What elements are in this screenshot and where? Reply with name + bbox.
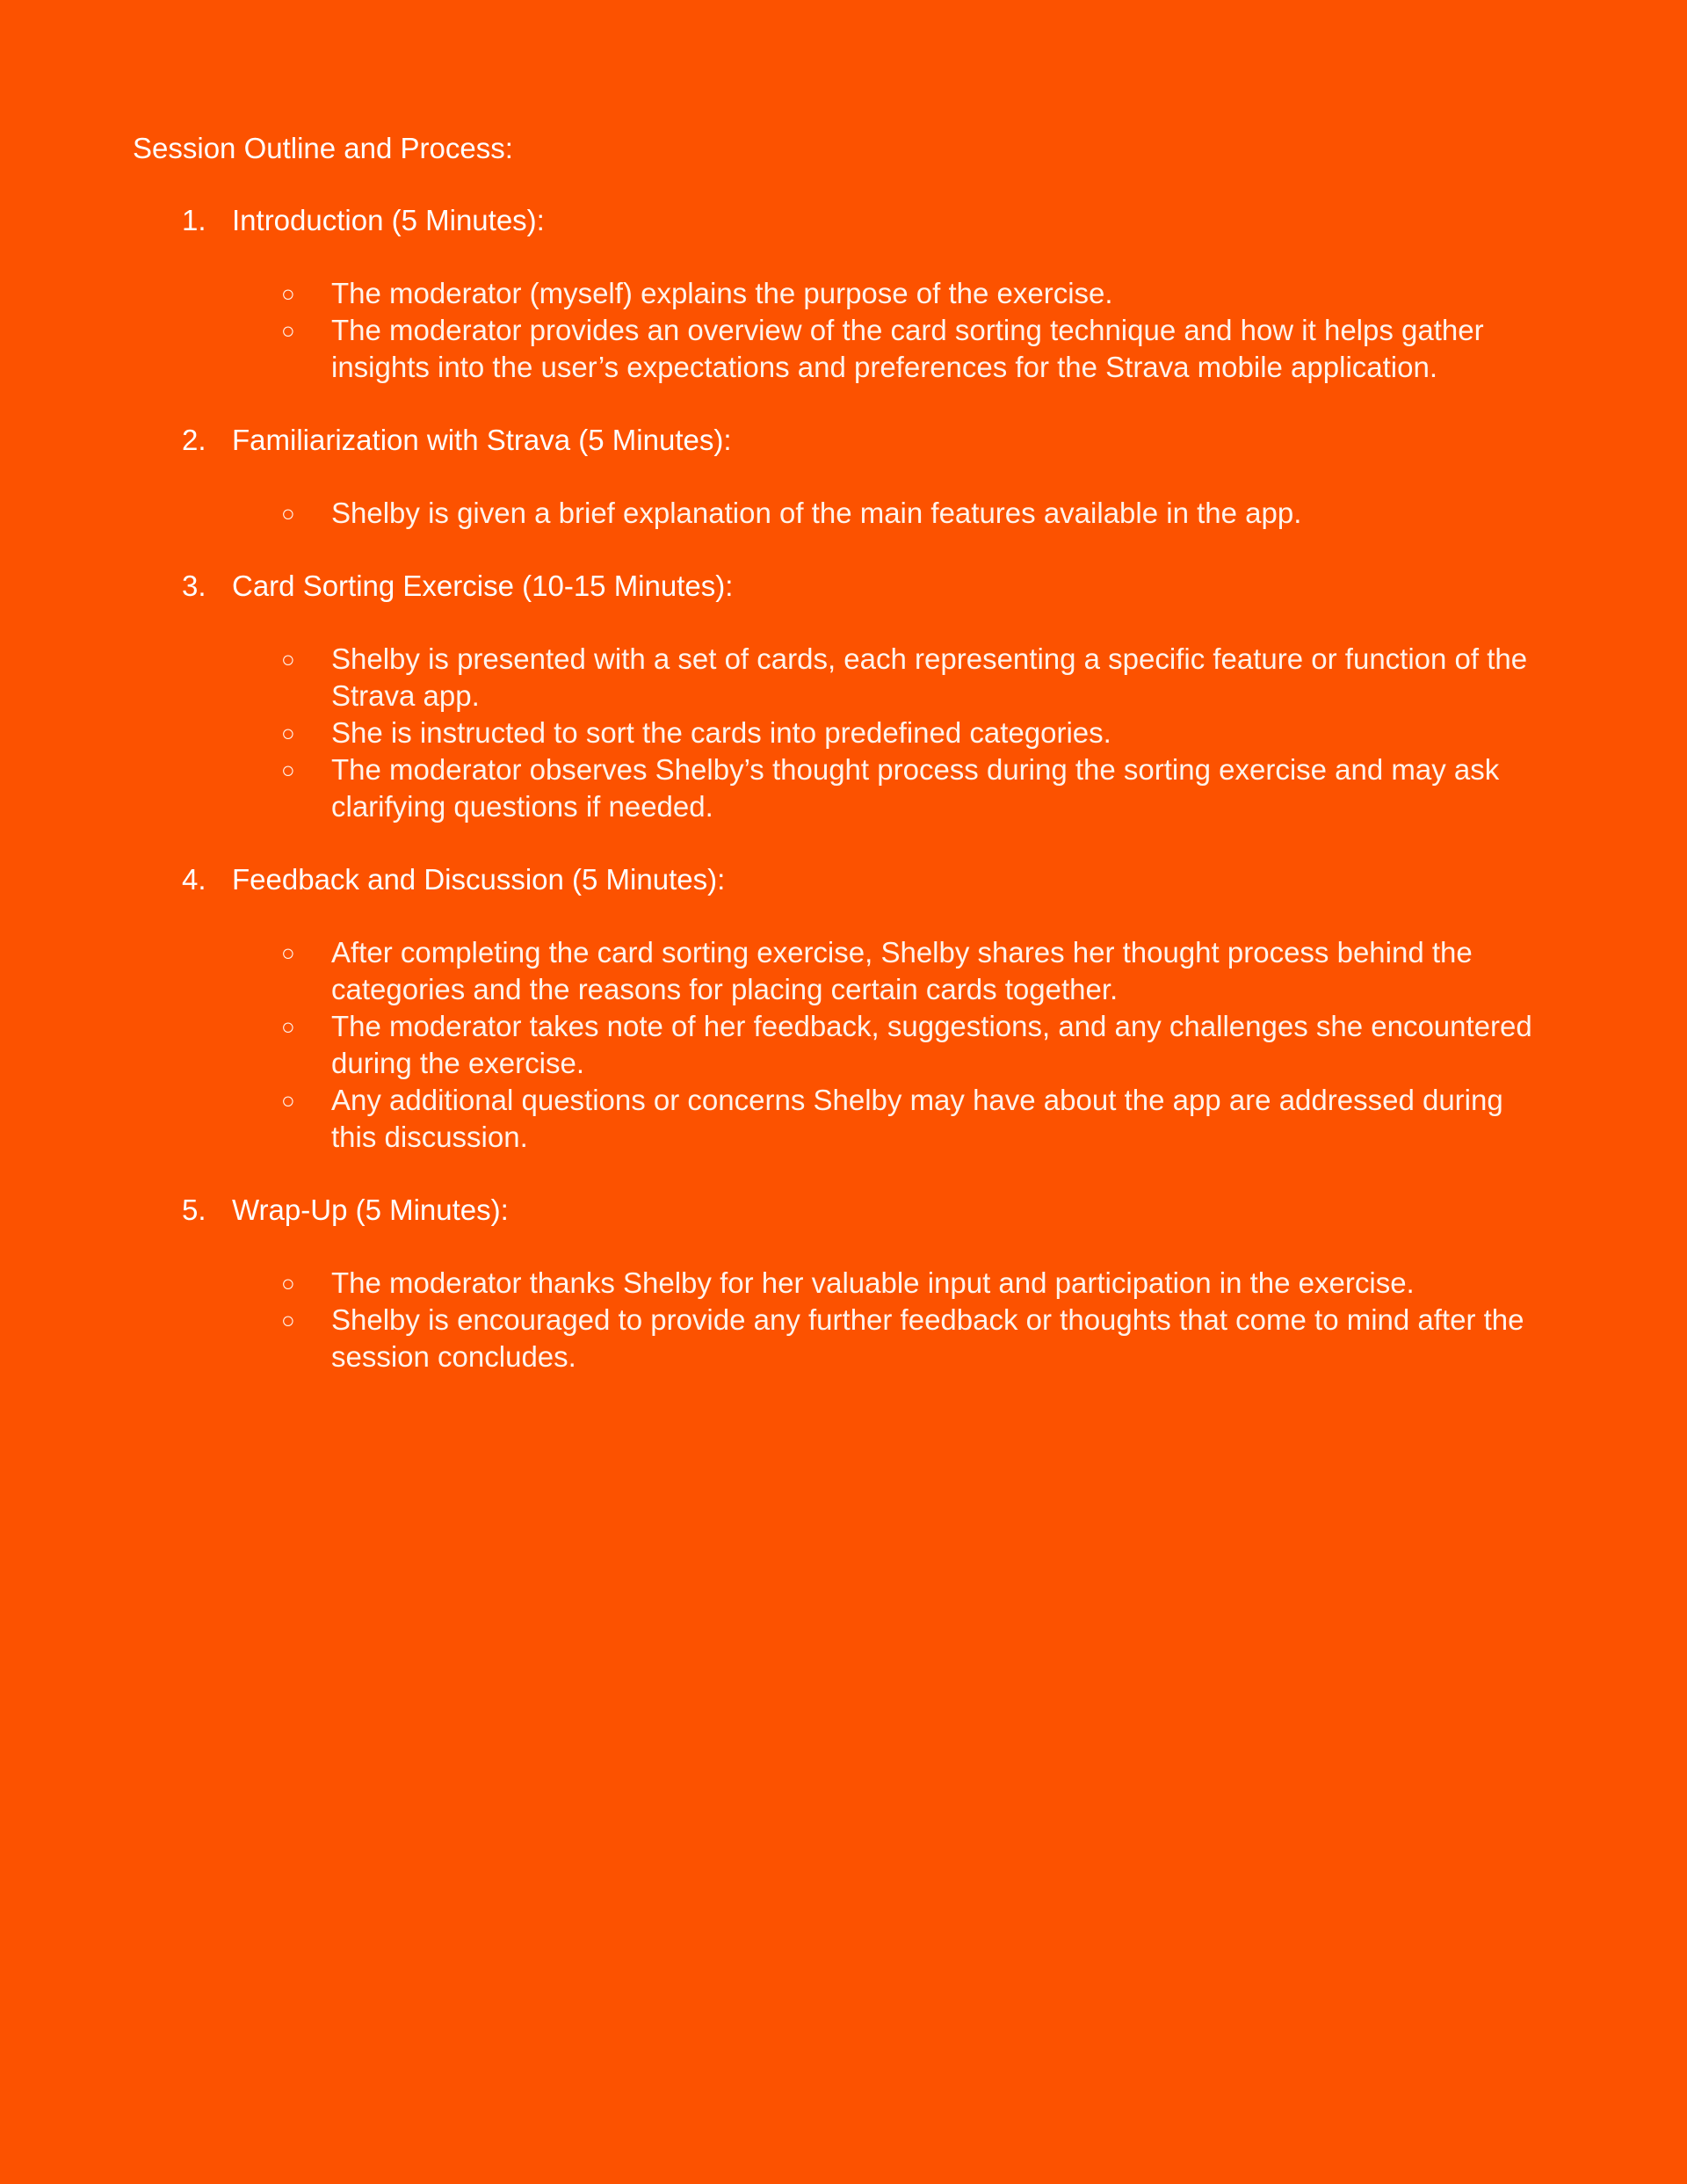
circle-bullet-icon: ○ xyxy=(281,1087,295,1114)
bullet-list xyxy=(133,275,1555,386)
circle-bullet-icon: ○ xyxy=(281,720,295,746)
circle-bullet-icon: ○ xyxy=(281,757,295,783)
circle-bullet-icon: ○ xyxy=(281,500,295,526)
list-item xyxy=(133,641,1555,715)
section-wrap-up xyxy=(133,1192,1555,1375)
list-item-text: After completing the card sorting exercise, Shelby shares her thought process behind the categories and the reasons for placing certain cards together. xyxy=(331,936,1473,1005)
list-item xyxy=(133,1008,1555,1082)
section-number: 5. xyxy=(182,1194,206,1226)
circle-bullet-icon: ○ xyxy=(281,1270,295,1296)
list-item-text: She is instructed to sort the cards into predefined categories. xyxy=(331,716,1111,749)
section-familiarization xyxy=(133,422,1555,532)
list-item-text: The moderator provides an overview of the card sorting technique and how it helps gather insights into the user’s expectations and preferences for the Strava mobile application. xyxy=(331,314,1484,383)
bullet-list xyxy=(133,641,1555,825)
list-item xyxy=(133,1302,1555,1375)
list-item xyxy=(133,495,1555,532)
list-item-text: Shelby is presented with a set of cards, each representing a specific feature or function of the Strava app. xyxy=(331,642,1528,712)
section-heading xyxy=(133,568,1555,605)
circle-bullet-icon: ○ xyxy=(281,940,295,966)
list-item-text: The moderator thanks Shelby for her valuable input and participation in the exercise. xyxy=(331,1266,1415,1299)
circle-bullet-icon: ○ xyxy=(281,280,295,307)
section-number: 2. xyxy=(182,424,206,456)
section-feedback xyxy=(133,861,1555,1156)
list-item-text: Shelby is encouraged to provide any further feedback or thoughts that come to mind after the session concludes. xyxy=(331,1303,1524,1373)
circle-bullet-icon: ○ xyxy=(281,646,295,672)
section-introduction xyxy=(133,202,1555,386)
list-item xyxy=(133,715,1555,751)
list-item-text: The moderator observes Shelby’s thought process during the sorting exercise and may ask clarifying questions if needed. xyxy=(331,753,1500,823)
section-title: Introduction (5 Minutes): xyxy=(232,204,545,236)
circle-bullet-icon: ○ xyxy=(281,1013,295,1040)
list-item-text: Any additional questions or concerns Shelby may have about the app are addressed during this discussion. xyxy=(331,1084,1503,1153)
section-heading xyxy=(133,861,1555,898)
list-item xyxy=(133,1082,1555,1156)
list-item xyxy=(133,751,1555,825)
bullet-list xyxy=(133,934,1555,1156)
section-heading xyxy=(133,202,1555,239)
section-title: Wrap-Up (5 Minutes): xyxy=(232,1194,509,1226)
bullet-list xyxy=(133,1265,1555,1375)
section-title: Feedback and Discussion (5 Minutes): xyxy=(232,863,726,896)
circle-bullet-icon: ○ xyxy=(281,317,295,344)
list-item xyxy=(133,1265,1555,1302)
list-item-text: Shelby is given a brief explanation of the main features available in the app. xyxy=(331,497,1302,529)
section-heading xyxy=(133,1192,1555,1229)
list-item xyxy=(133,275,1555,312)
section-card-sorting xyxy=(133,568,1555,825)
section-title: Card Sorting Exercise (10-15 Minutes): xyxy=(232,570,734,602)
section-number: 1. xyxy=(182,204,206,236)
list-item-text: The moderator (myself) explains the purpose of the exercise. xyxy=(331,277,1113,309)
section-heading xyxy=(133,422,1555,459)
list-item xyxy=(133,312,1555,386)
section-number: 3. xyxy=(182,570,206,602)
section-title: Familiarization with Strava (5 Minutes): xyxy=(232,424,732,456)
list-item xyxy=(133,934,1555,1008)
section-number: 4. xyxy=(182,863,206,896)
list-item-text: The moderator takes note of her feedback, suggestions, and any challenges she encountered during the exercise. xyxy=(331,1010,1532,1079)
circle-bullet-icon: ○ xyxy=(281,1307,295,1333)
bullet-list xyxy=(133,495,1555,532)
document-title: Session Outline and Process: xyxy=(133,132,513,164)
